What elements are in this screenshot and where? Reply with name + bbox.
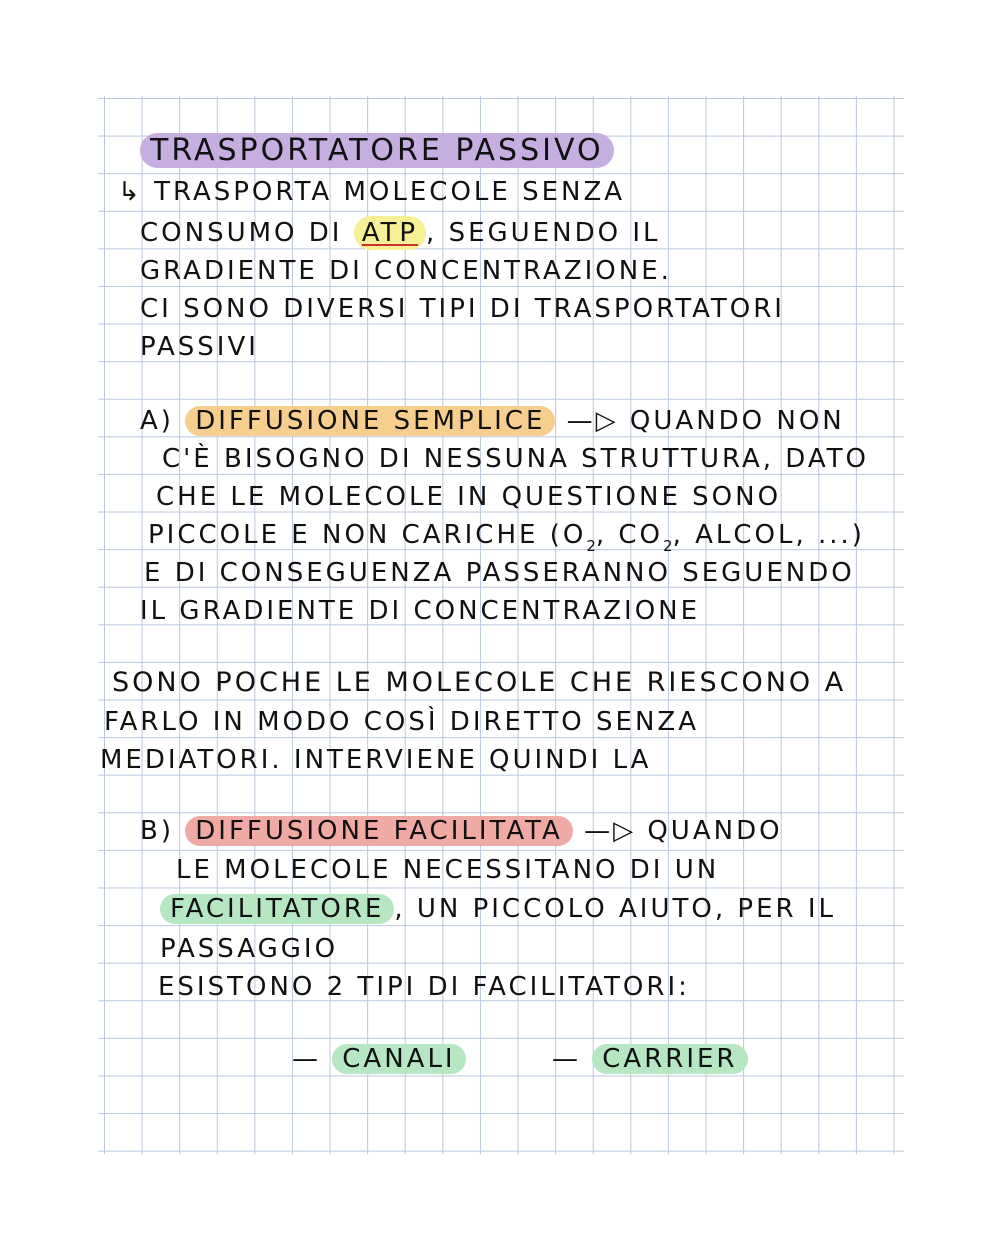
middle-line-3: MEDIATORI. INTERVIENE QUINDI LA	[100, 745, 652, 775]
intro-line-1: ↳ TRASPORTA MOLECOLE SENZA	[118, 177, 626, 207]
section-a-line-6: IL GRADIENTE DI CONCENTRAZIONE	[140, 596, 701, 626]
title-row	[140, 134, 614, 168]
intro-line-3: GRADIENTE DI CONCENTRAZIONE.	[140, 256, 672, 286]
section-b-line-3: FACILITATORE , UN PICCOLO AIUTO, PER IL	[160, 892, 836, 926]
middle-line-2: FARLO IN MODO COSÌ DIRETTO SENZA	[104, 707, 699, 737]
section-b-marker: B)	[140, 816, 174, 846]
atp-highlight: ATP	[361, 218, 419, 248]
page-title: TRASPORTATORE PASSIVO	[140, 133, 614, 168]
section-a-marker: A)	[140, 406, 174, 436]
intro-line-2: CONSUMO DI ATP , SEGUENDO IL	[140, 218, 661, 248]
arrow-icon: ↳	[118, 177, 143, 207]
section-a-heading: A) DIFFUSIONE SEMPLICE —▷ QUANDO NON	[140, 406, 845, 436]
facilitatore-highlight: FACILITATORE	[160, 894, 394, 924]
section-a-line-2: C'È BISOGNO DI NESSUNA STRUTTURA, DATO	[162, 444, 869, 474]
carrier-highlight: CARRIER	[592, 1044, 747, 1074]
section-b-line-4: PASSAGGIO	[160, 934, 339, 964]
intro-line-5: PASSIVI	[140, 332, 259, 362]
diffusione-facilitata-highlight: DIFFUSIONE FACILITATA	[185, 816, 573, 846]
section-b-line-2: LE MOLECOLE NECESSITANO DI UN	[176, 855, 720, 885]
type-canali: — CANALI	[292, 1042, 466, 1076]
type-carrier: — CARRIER	[552, 1042, 748, 1076]
section-b-line-5: ESISTONO 2 TIPI DI FACILITATORI:	[158, 972, 690, 1002]
section-a-line-4: PICCOLE E NON CARICHE ($O_2$, $CO_2$, ALCOL, ...)	[148, 520, 865, 555]
section-b-heading: B) DIFFUSIONE FACILITATA —▷ QUANDO	[140, 816, 783, 846]
section-a-line-5: E DI CONSEGUENZA PASSERANNO SEGUENDO	[144, 558, 855, 588]
middle-line-1: SONO POCHE LE MOLECOLE CHE RIESCONO A	[112, 667, 847, 698]
intro-line-4: CI SONO DIVERSI TIPI DI TRASPORTATORI	[140, 294, 785, 324]
canali-highlight: CANALI	[332, 1044, 465, 1074]
diffusione-semplice-highlight: DIFFUSIONE SEMPLICE	[185, 406, 555, 436]
section-a-line-3: CHE LE MOLECOLE IN QUESTIONE SONO	[156, 482, 782, 512]
